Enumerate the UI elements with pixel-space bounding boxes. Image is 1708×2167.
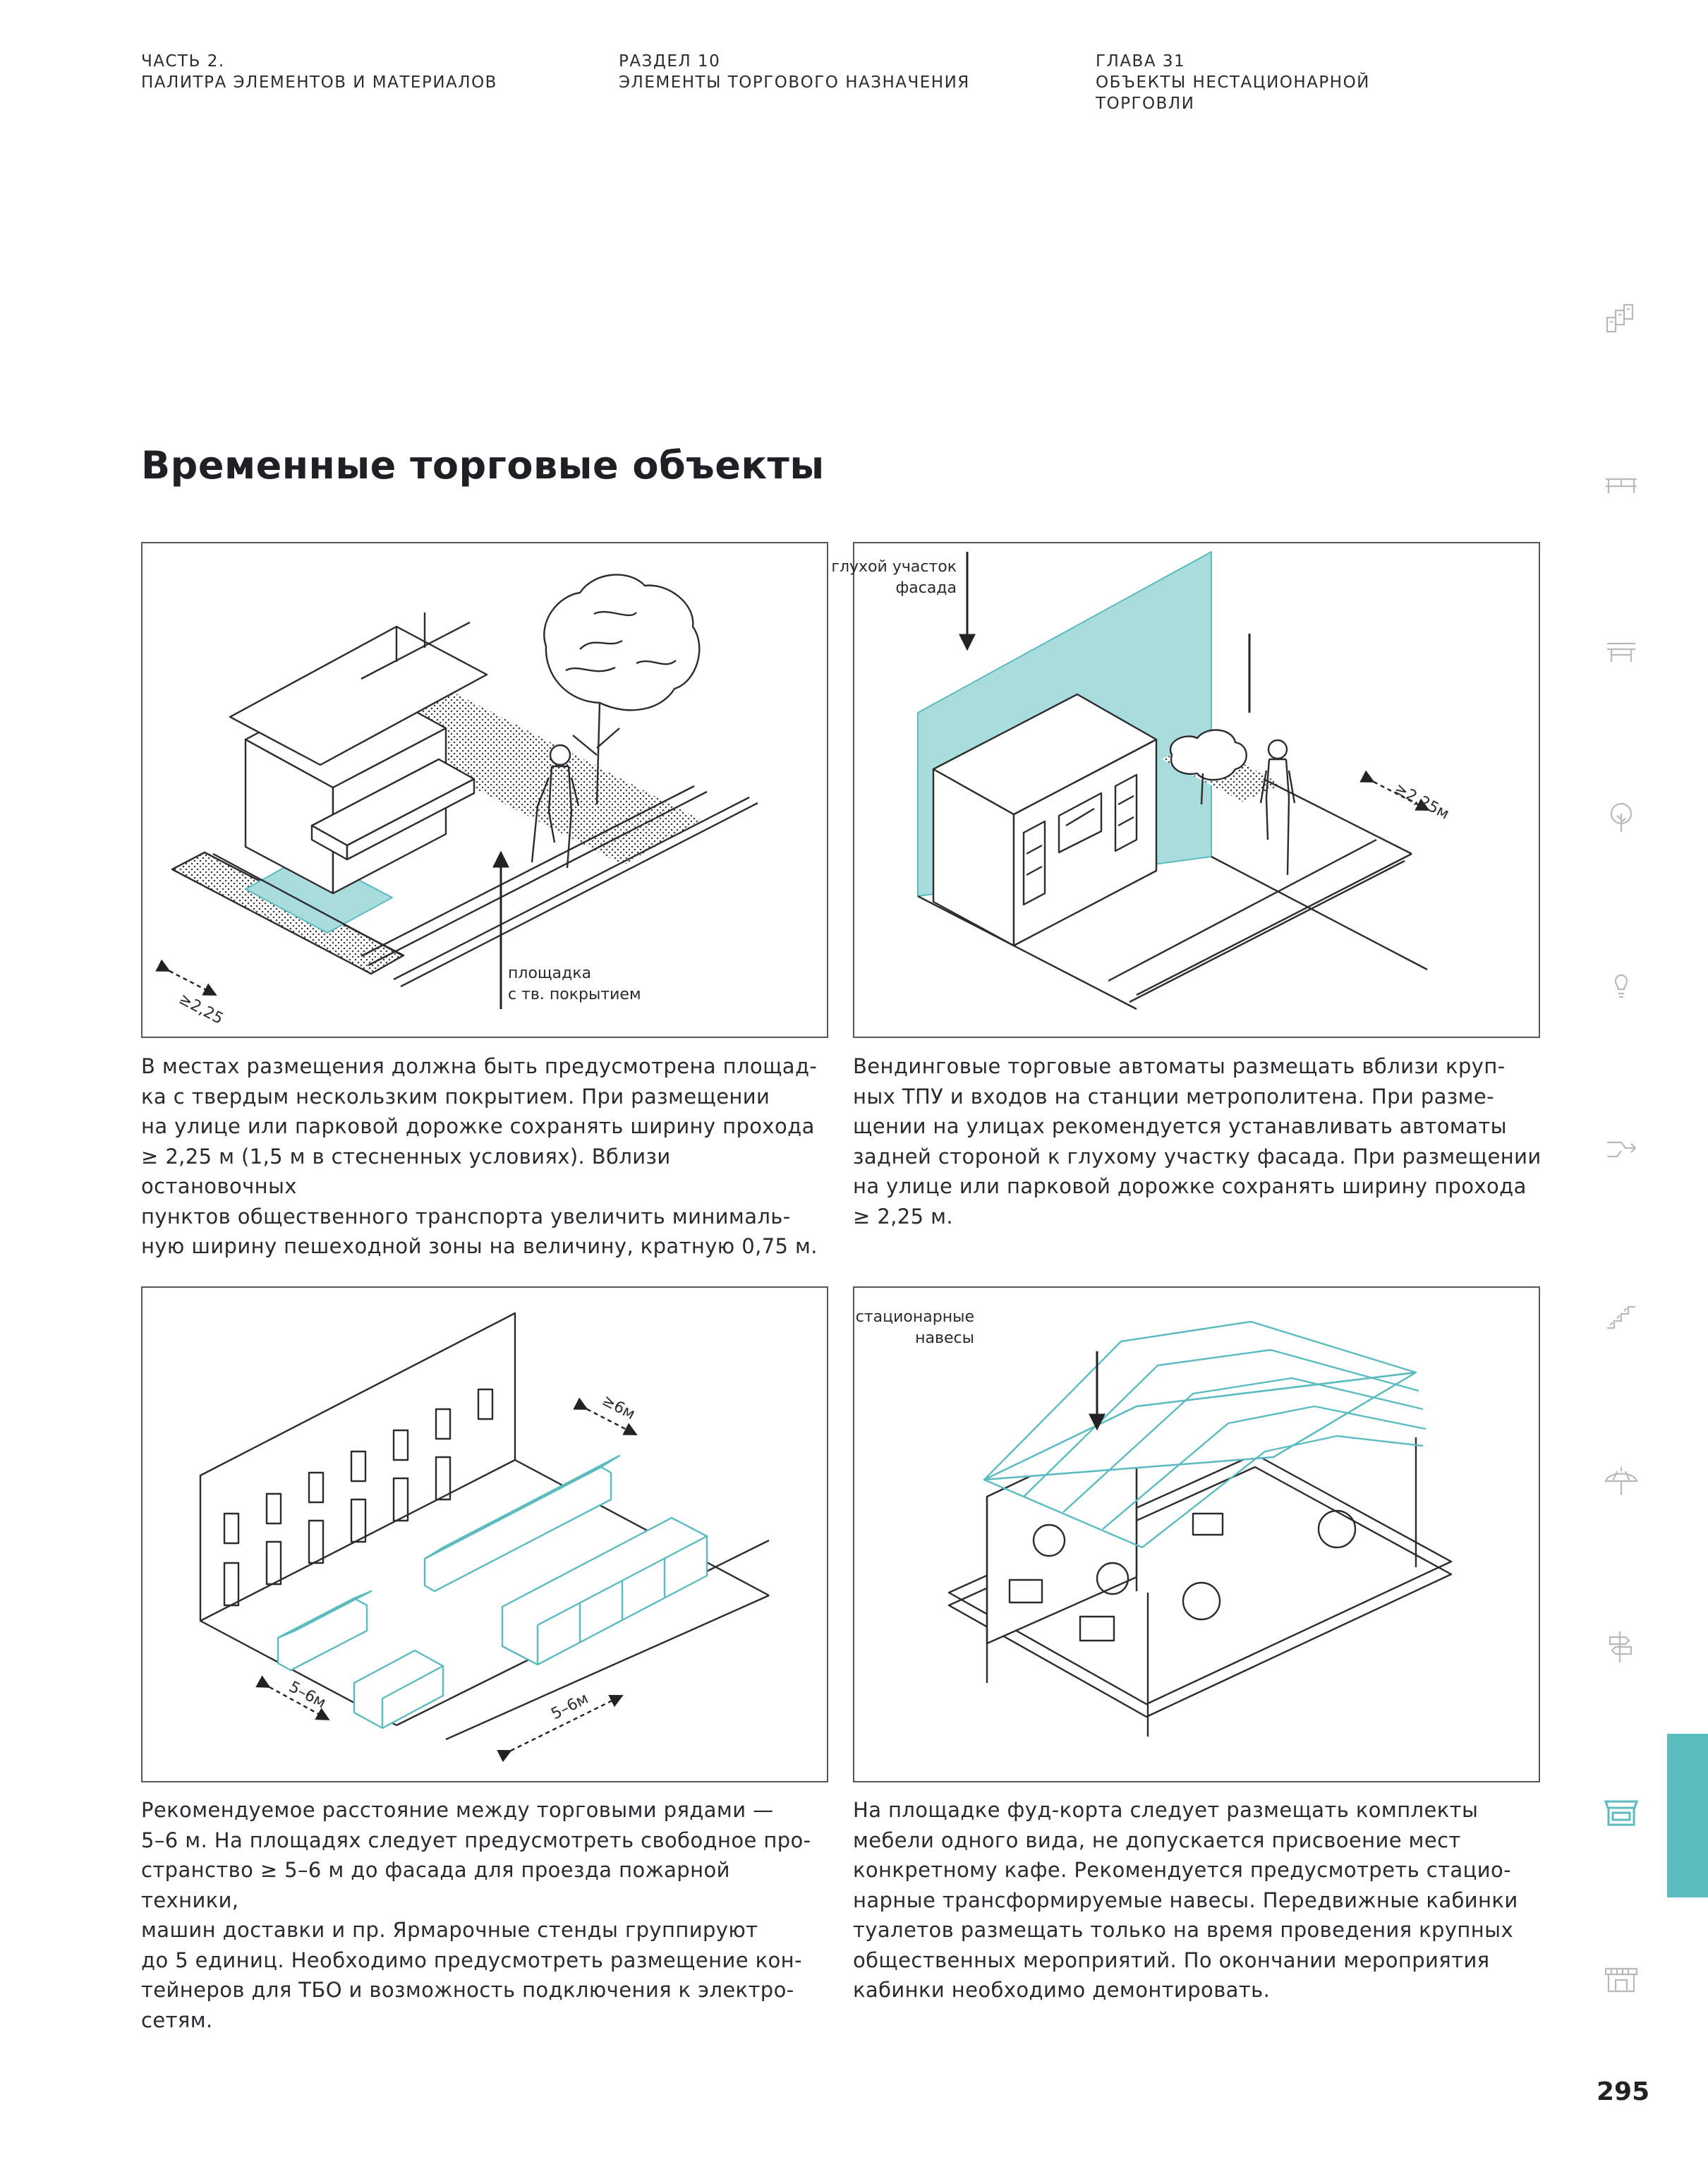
caption-line: ≥ 2,25 м. — [853, 1204, 954, 1229]
caption-line: на улице или парковой дорожке сохранять ширину прохода — [141, 1114, 815, 1138]
caption-line: 5–6 м. На площадях следует предусмотреть свободное про- — [141, 1828, 811, 1852]
caption-line: нарные трансформируемые навесы. Передвижные кабинки — [853, 1888, 1518, 1912]
shop-icon[interactable] — [1603, 1960, 1640, 1997]
caption-line: На площадке фуд-корта следует размещать комплекты — [853, 1798, 1479, 1822]
active-section-tab — [1667, 1734, 1708, 1897]
caption-line: до 5 единиц. Необходимо предусмотреть размещение кон- — [141, 1948, 802, 1972]
caption-vending — [853, 1051, 1544, 1231]
width-dimension-label: ≥2,25м — [1391, 780, 1453, 823]
illustration-foodcourt — [853, 1286, 1540, 1782]
header-chapter-line: ОБЪЕКТЫ НЕСТАЦИОНАРНОЙ — [1096, 73, 1370, 92]
caption-foodcourt — [853, 1795, 1544, 2005]
page-number: 295 — [1597, 2077, 1650, 2106]
header-part-line: ЧАСТЬ 2. — [141, 52, 225, 71]
caption-line: ную ширину пешеходной зоны на величину, кратную 0,75 м. — [141, 1234, 818, 1258]
gap-left-label: 5–6м — [286, 1678, 329, 1713]
illustration-market — [141, 1286, 828, 1782]
arrows-icon[interactable] — [1603, 1131, 1640, 1168]
table-icon[interactable] — [1603, 634, 1640, 670]
signpost-icon[interactable] — [1603, 1629, 1640, 1665]
caption-line: конкретному кафе. Рекомендуется предусмотреть стацио- — [853, 1858, 1511, 1882]
caption-line: задней стороной к глухому участку фасада. При размещении — [853, 1144, 1542, 1169]
header-section — [619, 51, 970, 93]
caption-line: Вендинговые торговые автоматы размещать вблизи круп- — [853, 1054, 1506, 1078]
caption-line: на улице или парковой дорожке сохранять ширину прохода — [853, 1174, 1527, 1198]
facade-label-line2: фасада — [895, 579, 957, 597]
facade-label-line1: глухой участок — [831, 558, 957, 576]
caption-line: ных ТПУ и входов на станции метрополитена. При разме- — [853, 1084, 1494, 1109]
caption-line: мебели одного вида, не допускается присвоение мест — [853, 1828, 1461, 1852]
caption-line: щении на улицах рекомендуется устанавливать автоматы — [853, 1114, 1507, 1138]
caption-line: ка с твердым нескользким покрытием. При размещении — [141, 1084, 770, 1109]
header-section-line: РАЗДЕЛ 10 — [619, 52, 721, 71]
caption-line: странство ≥ 5–6 м до фасада для проезда пожарной техники, — [141, 1858, 730, 1912]
caption-line: машин доставки и пр. Ярмарочные стенды группируют — [141, 1918, 758, 1942]
page-title: Временные торговые объекты — [141, 443, 825, 488]
bench-icon[interactable] — [1603, 468, 1640, 505]
header-chapter-line: ГЛАВА 31 — [1096, 52, 1186, 71]
tree-icon[interactable] — [1603, 799, 1640, 836]
gap-top-label: ≥6м — [599, 1392, 638, 1424]
umbrella-icon[interactable] — [1603, 1463, 1640, 1499]
canopy-label-line2: навесы — [915, 1329, 974, 1347]
caption-line: туалетов размещать только на время проведения крупных — [853, 1918, 1514, 1942]
header-chapter-line: ТОРГОВЛИ — [1096, 95, 1195, 113]
caption-line: кабинки необходимо демонтировать. — [853, 1978, 1271, 2002]
pad-label-line2: с тв. покрытием — [508, 986, 641, 1003]
caption-line: тейнеров для ТБО и возможность подключения к электро- — [141, 1978, 794, 2002]
gap-right-label: 5–6м — [548, 1689, 592, 1724]
buildings-icon[interactable] — [1603, 302, 1640, 339]
header-part — [141, 51, 497, 93]
caption-line: сетям. — [141, 2008, 213, 2032]
header-chapter — [1096, 51, 1370, 114]
width-dimension-label: ≥2,25 — [176, 990, 226, 1028]
pad-label-line1: площадка — [508, 965, 592, 982]
canopy-label-line1: стационарные — [855, 1308, 974, 1326]
lamp-icon[interactable] — [1603, 965, 1640, 1002]
header-section-line: ЭЛЕМЕНТЫ ТОРГОВОГО НАЗНАЧЕНИЯ — [619, 73, 970, 92]
header-part-line: ПАЛИТРА ЭЛЕМЕНТОВ И МАТЕРИАЛОВ — [141, 73, 497, 92]
illustration-vending — [831, 542, 1540, 1038]
illustration-kiosk — [141, 542, 828, 1038]
kiosk-icon[interactable] — [1603, 1794, 1640, 1831]
caption-line: Рекомендуемое расстояние между торговыми рядами — — [141, 1798, 774, 1822]
caption-kiosk — [141, 1051, 832, 1262]
stairs-icon[interactable] — [1603, 1297, 1640, 1334]
caption-market — [141, 1795, 832, 2035]
caption-line: В местах размещения должна быть предусмотрена площад- — [141, 1054, 818, 1078]
caption-line: общественных мероприятий. По окончании мероприятия — [853, 1948, 1490, 1972]
caption-line: пунктов общественного транспорта увеличить минималь- — [141, 1204, 791, 1229]
caption-line: ≥ 2,25 м (1,5 м в стесненных условиях). Вблизи остановочных — [141, 1144, 671, 1198]
